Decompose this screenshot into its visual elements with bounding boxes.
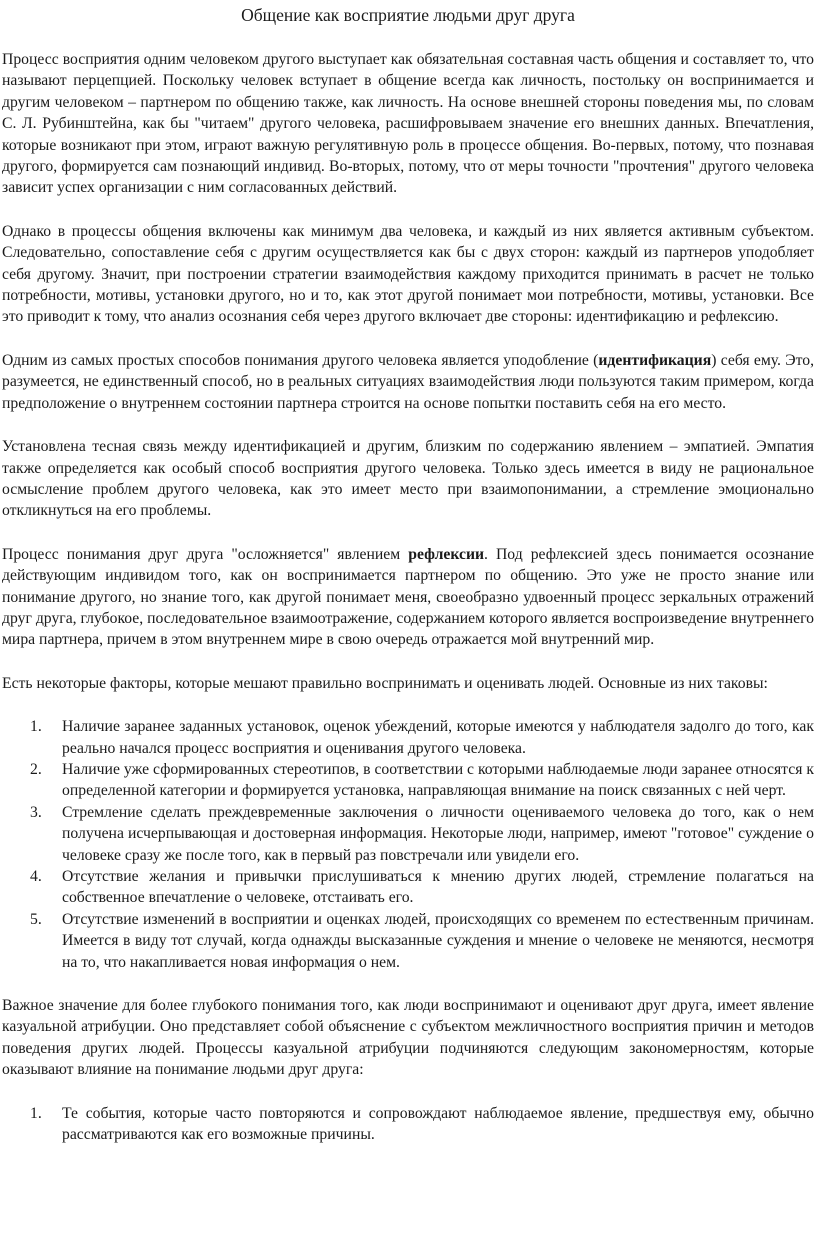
paragraph-two-subjects: Однако в процессы общения включены как минимум два человека, и каждый из них является активным субъектом. Следовательно, сопоставление себя с другим осуществляется как бы с двух сторон: каждый из партнеров уподобляет себя другому. Значит, при построении стратегии взаимодействия каждому приходится принимать в расчет не только потребности, мотивы, установки другого, но и то, как этот другой понимает мои потребности, мотивы, установки. Все это приводит к тому, что анализ осознания себя через другого включает две стороны: идентификацию и рефлексию. (2, 222, 814, 326)
list-item (0, 866, 816, 909)
paragraph-factors-intro: Есть некоторые факторы, которые мешают правильно воспринимать и оценивать людей. Основные из них таковы: (2, 674, 768, 692)
paragraph-empathy: Установлена тесная связь между идентификацией и другим, близким по содержанию явлением – эмпатией. Эмпатия также определяется как особый способ восприятия другого человека. Только здесь имеется в виду не рациональное осмысление проблем другого человека, как это имеет место при взаимопонимании, а стремление эмоционально откликнуться на его проблемы. (2, 438, 814, 520)
paragraph-causal-attribution: Важное значение для более глубокого понимания того, как люди воспринимают и оценивают друг друга, имеет явление казуальной атрибуции. Оно представляет собой объяснение с субъектом межличностного восприятия причин и методов поведения других людей. Процессы казуальной атрибуции подчиняются следующим закономерностям, которые оказывают влияние на понимание людьми друг друга: (2, 997, 814, 1079)
list-item (0, 802, 816, 866)
list-item-number: 1. (30, 718, 42, 736)
term-identification: идентификация (598, 351, 712, 369)
list-item-number: 3. (30, 803, 42, 821)
list-item (0, 759, 816, 802)
factors-list (0, 716, 816, 973)
list-item-number: 2. (30, 760, 42, 778)
list-item-number: 4. (30, 868, 42, 885)
paragraph-identification (0, 350, 816, 414)
list-item-number: 1. (30, 1104, 42, 1122)
list-item-text: Отсутствие желания и привычки прислушиваться к мнению других людей, стремление полагаться на собственное впечатление о человеке, отстаивать его. (62, 868, 814, 907)
attribution-rules-list (0, 1103, 816, 1146)
term-reflection: рефлексии (408, 545, 485, 563)
list-item-text: Те события, которые часто повторяются и сопровождают наблюдаемое явление, предшествуя ему, обычно рассматриваются как его возможные причины. (62, 1104, 814, 1144)
list-item-text: Отсутствие изменений в восприятии и оценках людей, происходящих со временем по естественным причинам. Имеется в виду тот случай, когда однажды высказанные суждения и мнение о человеке не меняются, несмотря на то, что накапливается новая информация о нем. (62, 910, 814, 971)
list-item-text: Стремление сделать преждевременные заключения о личности оцениваемого человека до того, как о нем получена исчерпывающая и достоверная информация. Некоторые люди, например, имеют "готовое" суждение о человеке сразу же после того, как в первый раз повстречали или увидели его. (62, 803, 814, 864)
paragraph-reflection-text-end: . Под рефлексией здесь понимается осознание действующим индивидом того, как он воспринимается партнером по общению. Это уже не просто знание или понимание другого, но знание того, как другой понимает меня, своеобразно удвоенный процесс зеркальных отражений друг друга, глубокое, последовательное взаимоотражение, содержанием которого является воспроизведение внутреннего мира партнера, причем в этом внутреннем мире в свою очередь отражается мой внутренний мир. (2, 545, 815, 649)
paragraph-perception: Процесс восприятия одним человеком другого выступает как обязательная составная часть общения и составляет то, что называют перцепцией. Поскольку человек вступает в общение всегда как личность, постольку он воспринимается и другим человеком – партнером по общению также, как личность. На основе внешней стороны поведения мы, по словам С. Л. Рубинштейна, как бы "читаем" другого человека, расшифровываем значение его внешних данных. Впечатления, которые возникают при этом, играют важную регулятивную роль в процессе общения. Во-первых, потому, что познавая другого, формируется сам познающий индивид. Во-вторых, потому, что от меры точности "прочтения" другого человека зависит успех организации с ним согласованных действий. (2, 51, 814, 197)
paragraph-reflection (0, 544, 816, 651)
list-item-text: Наличие заранее заданных установок, оценок убеждений, которые имеются у наблюдателя задолго до того, как реально начался процесс восприятия и оценивания другого человека. (62, 718, 814, 757)
document-title: Общение как восприятие людьми друг друга (241, 5, 575, 25)
list-item (0, 716, 816, 759)
paragraph-reflection-text-start: Процесс понимания друг друга "осложняется" явлением (2, 545, 409, 563)
list-item (0, 909, 816, 973)
list-item-number: 5. (30, 910, 42, 928)
list-item (0, 1103, 816, 1146)
paragraph-identification-text-start: Одним из самых простых способов понимания другого человека является уподобление ( (2, 351, 599, 369)
list-item-text: Наличие уже сформированных стереотипов, в соответствии с которыми наблюдаемые люди заранее относятся к определенной категории и формируется установка, направляющая внимание на поиск связанных с ней черт. (62, 760, 814, 800)
paragraph-identification-text-end: ) себя ему. Это, разумеется, не единственный способ, но в реальных ситуациях взаимодействия люди пользуются таким примером, когда предположение о внутреннем состоянии партнера строится на основе попытки поставить себя на его место. (2, 351, 814, 412)
